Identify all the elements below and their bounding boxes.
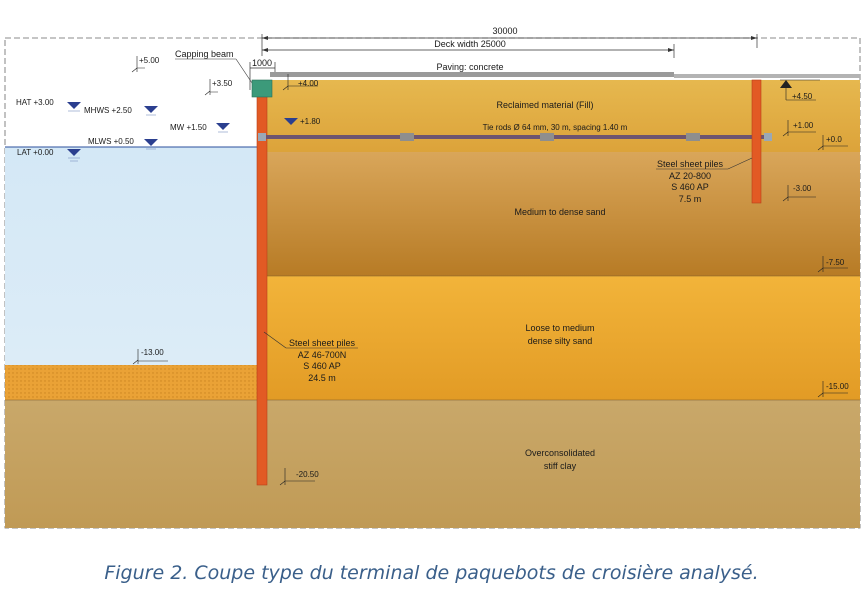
paving-edge bbox=[674, 74, 860, 78]
main-pile-length: 24.5 m bbox=[308, 373, 336, 383]
dim-deck-width: Deck width 25000 bbox=[434, 39, 506, 49]
silty-sand-label-line1: Loose to medium bbox=[525, 323, 595, 333]
svg-text:MW +1.50: MW +1.50 bbox=[170, 123, 207, 132]
level-plus-0-0: +0.0 bbox=[826, 135, 842, 144]
tie-rod-coupler bbox=[400, 133, 414, 141]
sea-water bbox=[5, 147, 260, 365]
tie-rod-end-plate bbox=[258, 133, 266, 141]
level-plus-5-00: +5.00 bbox=[139, 56, 160, 65]
anchor-pile-length: 7.5 m bbox=[678, 194, 702, 204]
tie-rod-coupler bbox=[686, 133, 700, 141]
tie-rod-end-plate bbox=[764, 133, 772, 141]
concrete-paving bbox=[270, 72, 674, 77]
level-minus-15-00: -15.00 bbox=[826, 382, 849, 391]
capping-beam bbox=[252, 80, 272, 97]
svg-text:LAT +0.00: LAT +0.00 bbox=[17, 148, 54, 157]
dim-beam-width: 1000 bbox=[251, 58, 273, 68]
level-plus-3-50: +3.50 bbox=[212, 79, 233, 88]
reclaimed-fill-label: Reclaimed material (Fill) bbox=[496, 100, 594, 110]
main-sheet-pile bbox=[257, 96, 267, 485]
water-level-mw bbox=[170, 123, 230, 132]
anchor-sheet-pile bbox=[752, 80, 761, 203]
seabed-sand bbox=[5, 365, 260, 400]
layer-stiff-clay bbox=[5, 400, 860, 528]
capping-beam-label: Capping beam bbox=[175, 49, 234, 59]
clay-layer-label-line1: Overconsolidated bbox=[524, 448, 596, 458]
svg-text:MHWS +2.50: MHWS +2.50 bbox=[84, 106, 132, 115]
tie-rod-label: Tie rods Ø 64 mm, 30 m, spacing 1.40 m bbox=[482, 123, 628, 132]
figure-caption: Figure 2. Coupe type du terminal de paquebots de croisière analysé. bbox=[104, 562, 759, 584]
level-plus-4-00: +4.00 bbox=[298, 79, 319, 88]
main-pile-title: Steel sheet piles bbox=[288, 338, 356, 348]
main-pile-type: AZ 46-700N bbox=[297, 350, 347, 360]
clay-layer-label-line2: stiff clay bbox=[543, 461, 577, 471]
level-minus-13-00: -13.00 bbox=[141, 348, 164, 357]
svg-text:MLWS +0.50: MLWS +0.50 bbox=[88, 137, 134, 146]
level-minus-20-50: -20.50 bbox=[296, 470, 319, 479]
water-level-mhws bbox=[84, 106, 158, 115]
level-plus-4-50: +4.50 bbox=[792, 92, 813, 101]
level-minus-3-00: -3.00 bbox=[793, 184, 812, 193]
level-plus-1-00: +1.00 bbox=[793, 121, 814, 130]
layer-reclaimed-fill bbox=[260, 80, 860, 152]
anchor-pile-type: AZ 20-800 bbox=[668, 171, 712, 181]
level-minus-7-50: -7.50 bbox=[826, 258, 845, 267]
water-level-hat bbox=[16, 98, 81, 111]
dim-total-width: 30000 bbox=[492, 26, 518, 36]
svg-text:HAT +3.00: HAT +3.00 bbox=[16, 98, 54, 107]
silty-sand-label-line2: dense silty sand bbox=[527, 336, 593, 346]
paving-label: Paving: concrete bbox=[436, 62, 504, 72]
anchor-pile-grade: S 460 AP bbox=[671, 182, 709, 192]
anchor-pile-title: Steel sheet piles bbox=[656, 159, 724, 169]
level-plus-1-80: +1.80 bbox=[300, 117, 321, 126]
main-pile-grade: S 460 AP bbox=[303, 361, 341, 371]
tie-rod-coupler bbox=[540, 133, 554, 141]
sand-layer-label: Medium to dense sand bbox=[514, 207, 606, 217]
